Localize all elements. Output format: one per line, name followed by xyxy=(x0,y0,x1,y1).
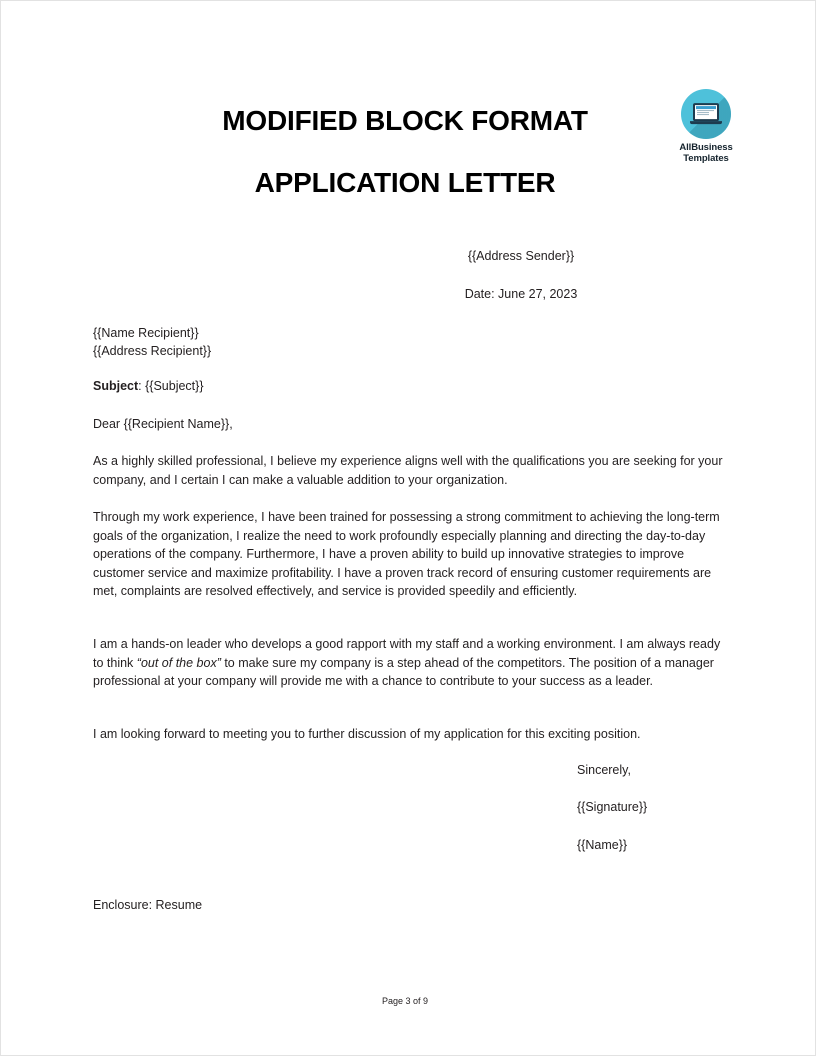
page-title-line-1: MODIFIED BLOCK FORMAT xyxy=(222,105,588,136)
subject-label: Subject xyxy=(93,379,139,393)
logo-text-line-2: Templates xyxy=(683,153,729,164)
recipient-address: {{Address Recipient}} xyxy=(93,344,212,358)
closing-sincerely: Sincerely, xyxy=(577,763,631,777)
logo-text xyxy=(667,142,745,164)
enclosure-line: Enclosure: Resume xyxy=(93,898,203,912)
subject-value: {{Subject}} xyxy=(145,379,204,393)
body-paragraph-3 xyxy=(93,635,723,691)
body-paragraph-3-italic-phrase: “out of the box” xyxy=(136,655,221,670)
subject-separator: : xyxy=(138,379,146,393)
sender-address: {{Address Sender}} xyxy=(467,249,575,263)
salutation: Dear {{Recipient Name}}, xyxy=(93,417,233,431)
body-paragraph-1: As a highly skilled professional, I believe my experience aligns well with the qualifications you are seeking for your company, and I certain I can make a valuable addition to your organization. xyxy=(93,454,723,487)
subject-line xyxy=(93,377,723,396)
letter-date: Date: June 27, 2023 xyxy=(464,287,578,301)
closing-name: {{Name}} xyxy=(577,838,628,852)
recipient-name: {{Name Recipient}} xyxy=(93,326,199,340)
logo-text-line-1: AllBusiness xyxy=(679,142,733,153)
page-footer: Page 3 of 9 xyxy=(381,996,429,1006)
closing-signature: {{Signature}} xyxy=(577,800,648,814)
body-paragraph-2: Through my work experience, I have been trained for possessing a strong commitment to achieving the long-term goals of the organization, I realize the need to work profoundly especially planning and directing the day-to-day operations of the company. Furthermore, I have a proven ability to build up innovative strategies to improve customer service and maximize profitability. I have a proven track record of ensuring customer requirements are met, complaints are resolved effectively, and service is provided speedily and efficiently. xyxy=(93,510,720,599)
page-title-line-2: APPLICATION LETTER xyxy=(254,167,556,198)
body-paragraph-3-part-2: to make sure my company is a step ahead of the competitors. The position of a manager professional at your company will provide me with a chance to contribute to your success as a leader. xyxy=(93,655,714,689)
body-paragraph-3-part-1: I am a hands-on leader who develops a good rapport with my staff and a working environment. I am always ready to think xyxy=(93,637,721,670)
body-paragraph-4: I am looking forward to meeting you to further discussion of my application for this exciting position. xyxy=(93,727,641,741)
